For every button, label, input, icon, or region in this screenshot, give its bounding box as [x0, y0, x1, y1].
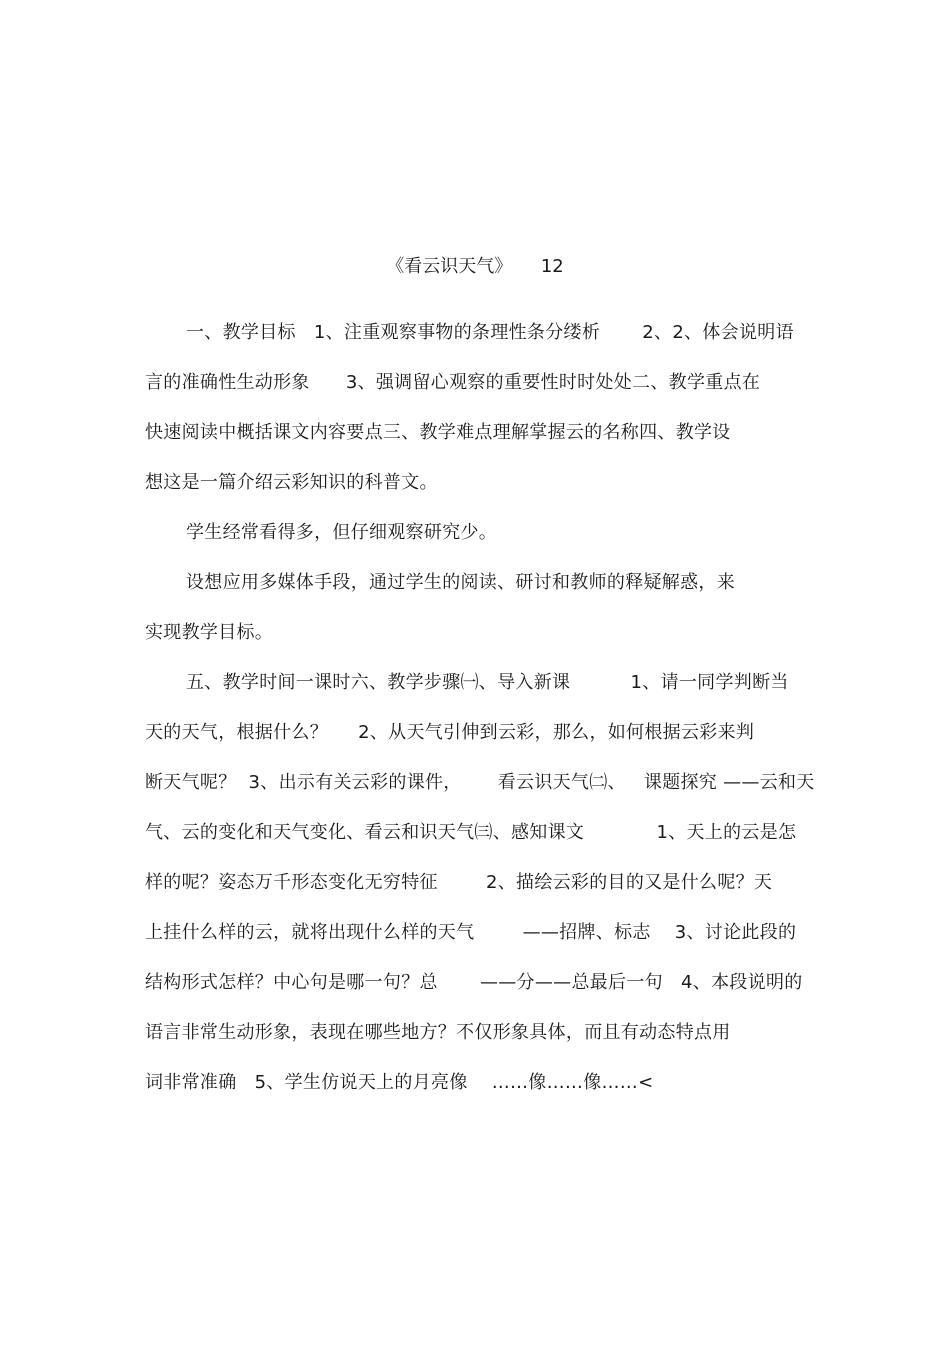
document-title: 《看云识天气》 12	[386, 256, 564, 277]
paragraph-line: 样的呢？姿态万千形态变化无穷特征 2、描绘云彩的目的又是什么呢？天	[145, 872, 773, 893]
paragraph-line: 断天气呢？ 3、出示有关云彩的课件， 看云识天气㈡、 课题探究 ——云和天	[145, 772, 815, 793]
paragraph-line: 言的准确性生动形象 3、强调留心观察的重要性时时处处二、教学重点在	[145, 372, 761, 393]
paragraph-line: 设想应用多媒体手段，通过学生的阅读、研讨和教师的释疑解惑，来	[186, 572, 735, 593]
paragraph-line: 结构形式怎样？中心句是哪一句？总 ——分——总最后一句 4、本段说明的	[145, 972, 803, 993]
paragraph-line: 学生经常看得多，但仔细观察研究少。	[186, 522, 498, 543]
paragraph-line: 快速阅读中概括课文内容要点三、教学难点理解掌握云的名称四、教学设	[145, 422, 731, 443]
paragraph-line: 词非常准确 5、学生仿说天上的月亮像 ……像……像……<	[145, 1072, 654, 1093]
paragraph-line: 想这是一篇介绍云彩知识的科普文。	[145, 472, 438, 493]
paragraph-line: 上挂什么样的云，就将出现什么样的天气 ——招牌、标志 3、讨论此段的	[145, 922, 797, 943]
paragraph-line: 天的天气，根据什么？ 2、从天气引伸到云彩，那么，如何根据云彩来判	[145, 722, 755, 743]
paragraph-line: 一、教学目标 1、注重观察事物的条理性条分缕析 2、2、体会说明语	[186, 322, 794, 343]
paragraph-line: 气、云的变化和天气变化、看云和识天气㈢、感知课文 1、天上的云是怎	[145, 822, 797, 843]
paragraph-line: 实现教学目标。	[145, 622, 274, 643]
paragraph-line: 五、教学时间一课时六、教学步骤㈠、导入新课 1、请一同学判断当	[186, 672, 789, 693]
paragraph-line: 语言非常生动形象，表现在哪些地方？不仅形象具体，而且有动态特点用	[145, 1022, 731, 1043]
